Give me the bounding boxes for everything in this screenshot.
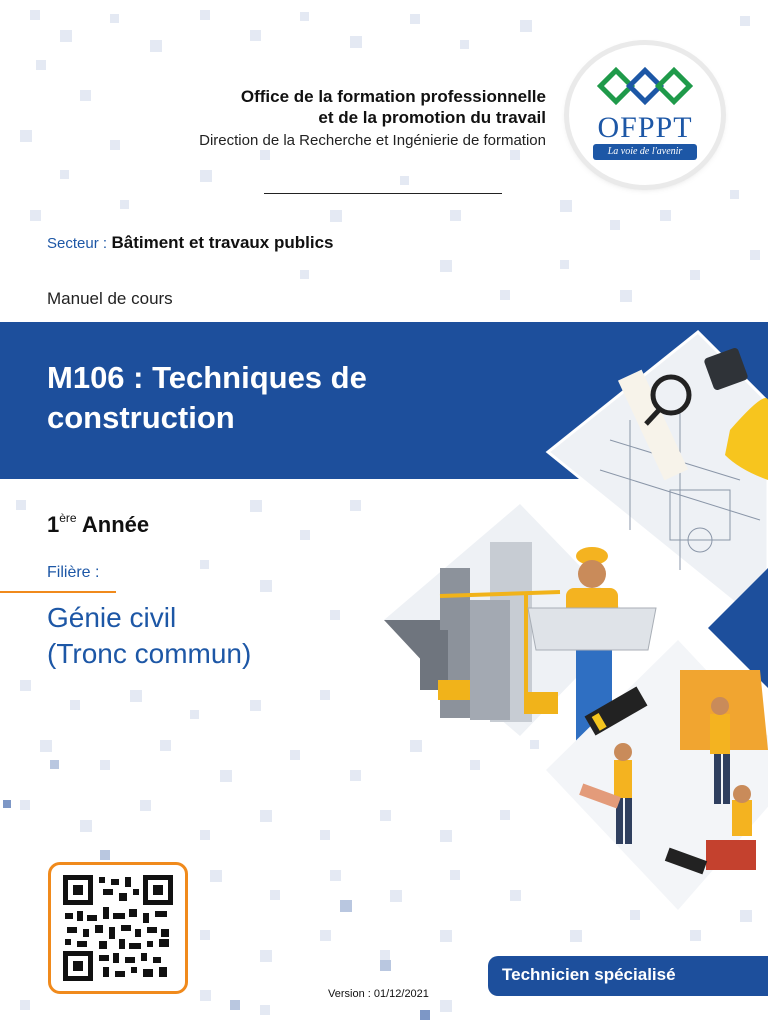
filiere-label: Filière : xyxy=(47,564,100,581)
year-suffix: ère xyxy=(59,510,77,525)
qr-code-icon[interactable] xyxy=(63,875,173,981)
organization-header xyxy=(199,86,546,152)
logo-knot-icon xyxy=(597,65,693,109)
ofppt-logo xyxy=(569,45,721,185)
year-label xyxy=(47,512,149,538)
year-number: 1 xyxy=(47,512,60,537)
sector-line xyxy=(47,233,334,253)
qr-code-frame[interactable] xyxy=(48,862,188,994)
header-divider xyxy=(264,193,502,194)
year-text: Année xyxy=(81,512,150,537)
construction-illustration xyxy=(380,330,768,930)
filiere-line2: (Tronc commun) xyxy=(47,638,252,669)
org-name-line1: Office de la formation professionnelle xyxy=(240,87,546,106)
org-direction: Direction de la Recherche et Ingénierie de formation xyxy=(199,132,546,149)
level-badge xyxy=(488,956,768,996)
filiere-underline xyxy=(0,591,116,593)
document-type: Manuel de cours xyxy=(47,289,173,308)
sector-label: Secteur : xyxy=(47,235,108,252)
version-label: Version : 01/12/2021 xyxy=(328,988,429,1000)
logo-tagline: La voie de l'avenir xyxy=(593,144,697,160)
level-badge-text: Technicien spécialisé xyxy=(502,965,676,984)
logo-wordmark: OFPPT xyxy=(597,111,693,144)
filiere-value xyxy=(47,600,251,672)
sector-value: Bâtiment et travaux publics xyxy=(111,233,334,252)
module-title: M106 : Techniques de construction xyxy=(47,360,367,435)
filiere-line1: Génie civil xyxy=(47,602,177,633)
org-name-line2: et de la promotion du travail xyxy=(318,108,546,127)
